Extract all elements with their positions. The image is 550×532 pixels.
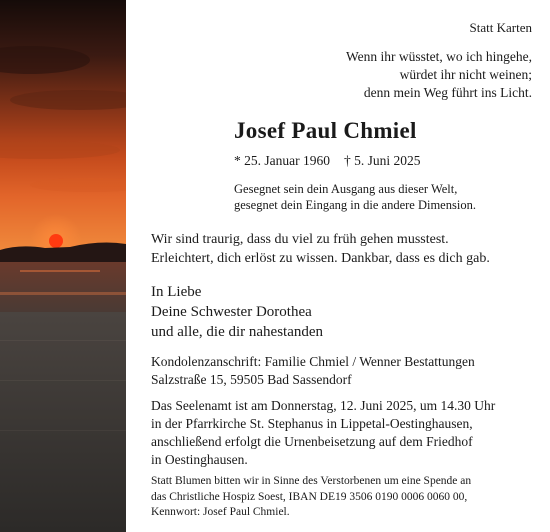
sunset-photo <box>0 0 126 532</box>
condolence-address <box>151 353 475 389</box>
donation-line: Statt Blumen bitten wir in Sinne des Verstorbenen um eine Spende an <box>151 475 472 487</box>
farewell-line: Erleichtert, dich erlöst zu wissen. Dankbar, dass es dich gab. <box>151 251 490 266</box>
donation-line: Kennwort: Josef Paul Chmiel. <box>151 506 290 518</box>
blessing-line: Gesegnet sein dein Ausgang aus dieser Welt, <box>234 182 458 196</box>
mourners-block <box>151 282 323 342</box>
mourners-line: In Liebe <box>151 284 202 300</box>
statt-karten-label: Statt Karten <box>469 20 532 35</box>
death-date: † 5. Juni 2025 <box>343 153 421 168</box>
requiem-line: anschließend erfolgt die Urnenbeisetzung auf dem Friedhof <box>151 434 473 449</box>
mourners-line: Deine Schwester Dorothea <box>151 304 312 320</box>
requiem-line: Das Seelenamt ist am Donnerstag, 12. Juni 2025, um 14.30 Uhr <box>151 398 496 413</box>
birth-date: * 25. Januar 1960 <box>234 153 330 168</box>
requiem-line: in der Pfarrkirche St. Stephanus in Lippetal-Oestinghausen, <box>151 416 473 431</box>
requiem-info <box>151 397 495 469</box>
deceased-name: Josef Paul Chmiel <box>234 118 417 143</box>
requiem-line: in Oestinghausen. <box>151 452 248 467</box>
mourners-line: und alle, die dir nahestanden <box>151 324 324 340</box>
poem-line: würdet ihr nicht weinen; <box>399 67 532 82</box>
donation-request <box>151 474 471 521</box>
condolence-line: Kondolenzanschrift: Familie Chmiel / Wenner Bestattungen <box>151 354 475 369</box>
blessing-line: gesegnet dein Eingang in die andere Dimension. <box>234 198 476 212</box>
poem <box>346 48 532 102</box>
poem-line: denn mein Weg führt ins Licht. <box>363 85 532 100</box>
farewell-text <box>151 230 490 268</box>
poem-line: Wenn ihr wüsstet, wo ich hingehe, <box>345 49 532 64</box>
blessing-text <box>234 181 476 213</box>
condolence-line: Salzstraße 15, 59505 Bad Sassendorf <box>151 372 352 387</box>
farewell-line: Wir sind traurig, dass du viel zu früh gehen musstest. <box>151 232 449 247</box>
life-dates <box>234 153 421 169</box>
donation-line: das Christliche Hospiz Soest, IBAN DE19 3506 0190 0006 0060 00, <box>151 490 468 503</box>
sun-shape <box>49 234 63 248</box>
